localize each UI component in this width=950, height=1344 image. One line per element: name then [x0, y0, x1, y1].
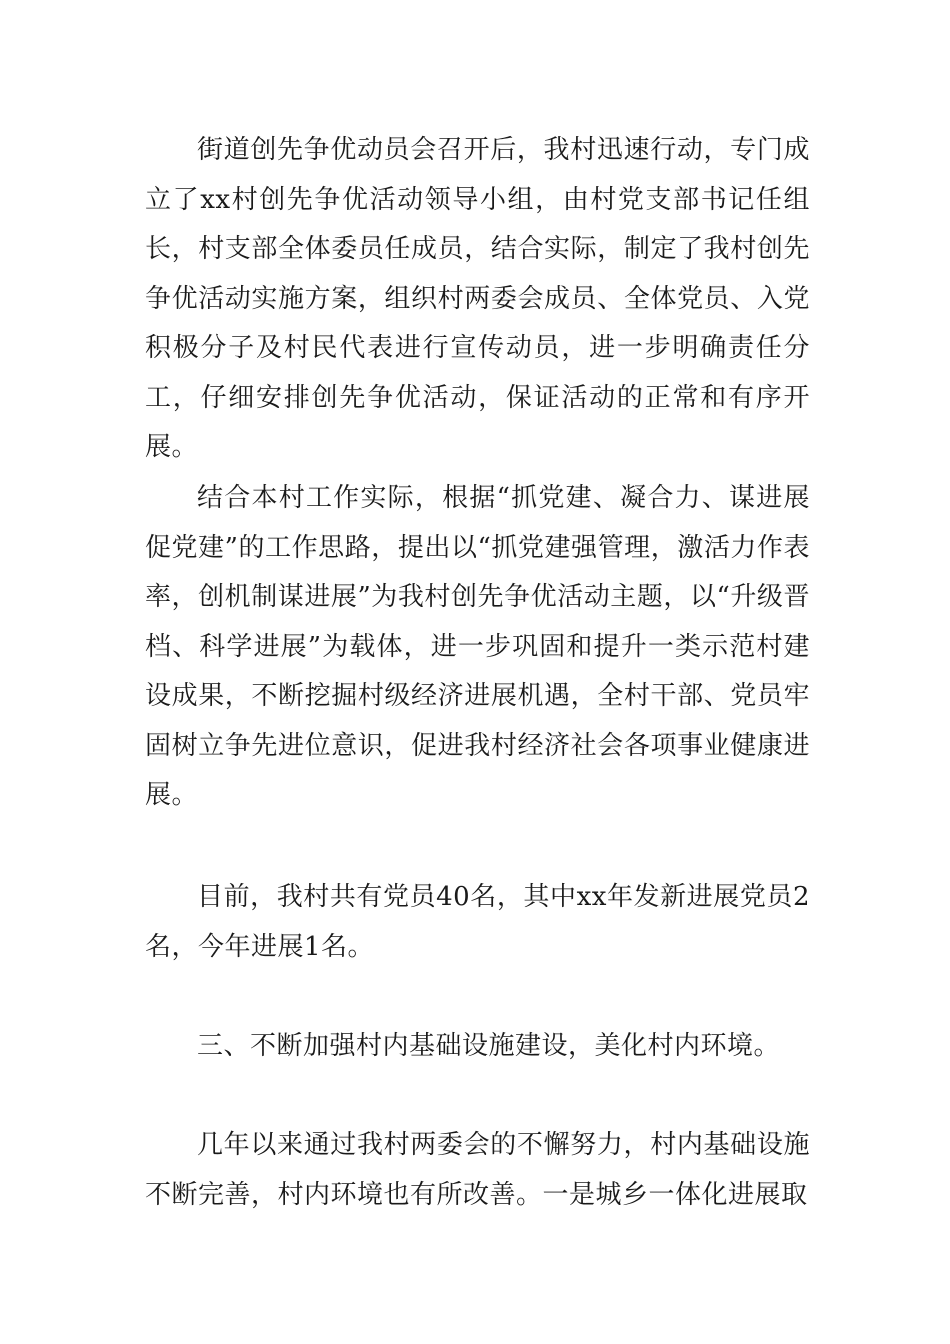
paragraph-work-theme: 结合本村工作实际，根据“抓党建、凝合力、谋进展促党建”的工作思路，提出以“抓党建强管理，激活力作表率，创机制谋进展”为我村创先争优活动主题，以“升级晋档、科学进展”为载体，进一步巩固和提升一类示范村建设成果，不断挖掘村级经济进展机遇，全村干部、党员牢固树立争先进位意识，促进我村经济社会各项事业健康进展。	[145, 483, 810, 810]
paragraph-party-members: 目前，我村共有党员40名，其中xx年发新进展党员2名，今年进展1名。	[145, 882, 810, 962]
paragraph-activity-launch: 街道创先争优动员会召开后，我村迅速行动，专门成立了xx村创先争优活动领导小组，由村党支部书记任组长，村支部全体委员任成员，结合实际，制定了我村创先争优活动实施方案，组织村两委会成员、全体党员、入党积极分子及村民代表进行宣传动员，进一步明确责任分工，仔细安排创先争优活动，保证活动的正常和有序开展。	[145, 135, 810, 462]
paragraph-infrastructure: 几年以来通过我村两委会的不懈努力，村内基础设施不断完善，村内环境也有所改善。一是城乡一体化进展取	[145, 1130, 810, 1210]
section-heading-infrastructure: 三、不断加强村内基础设施建设，美化村内环境。	[197, 1031, 781, 1061]
